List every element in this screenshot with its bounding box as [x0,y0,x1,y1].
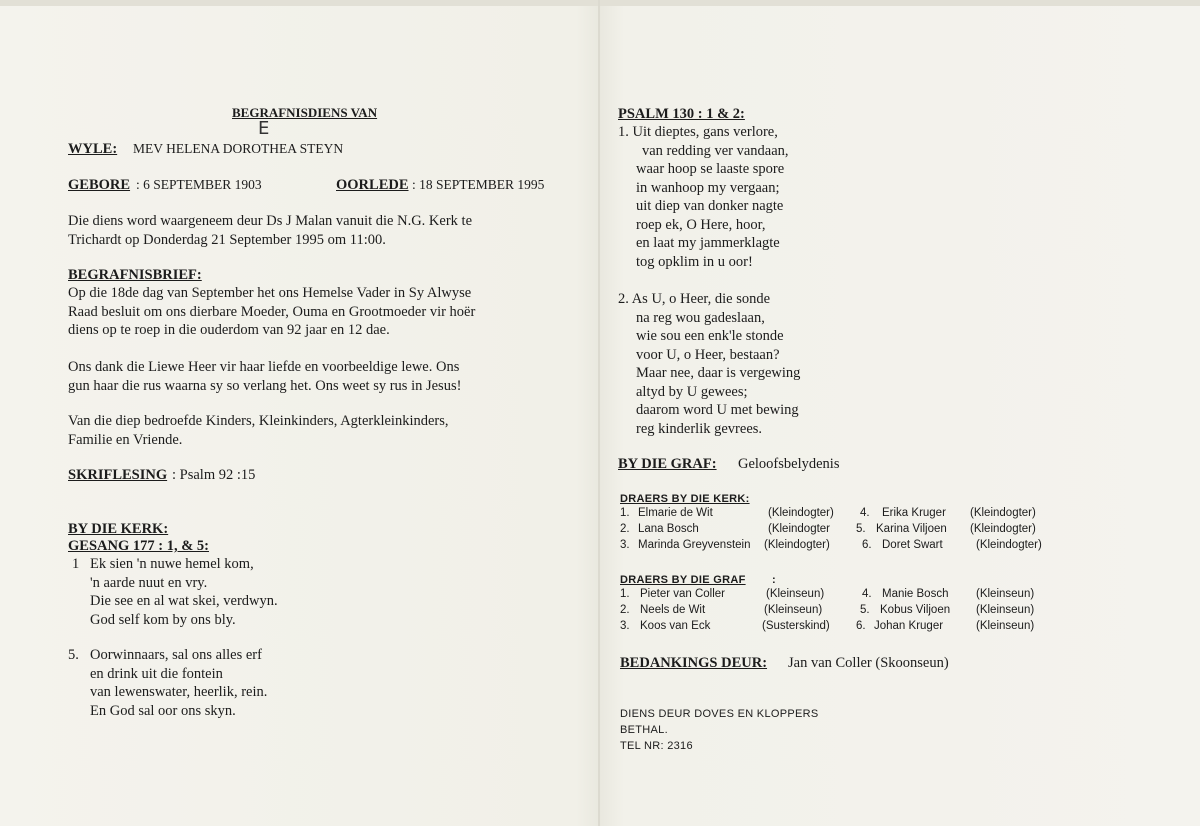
row-number: 3. [620,620,630,632]
thanks-line: gun haar die rus waarna sy so verlang het. Ons weet sy rus in Jesus! [68,377,462,394]
table-row [620,523,1060,539]
undertaker-line: TEL NR: 2316 [620,740,693,752]
hymn-line: van lewenswater, heerlik, rein. [90,684,268,700]
bearer-relation: (Kleindogter [768,523,831,535]
church-label: BY DIE KERK: [68,521,169,537]
row-number: 1. [620,588,630,600]
table-row [620,604,1060,620]
psalm-verse-2 [618,290,800,438]
center-fold [598,0,600,826]
bearer-name: Johan Kruger [874,620,944,632]
hymn-verse-number: 1 [72,556,80,572]
row-number: 4. [860,507,870,519]
hymn-line: Oorwinnaars, sal ons alles erf [90,647,262,663]
row-number: 3. [620,539,630,551]
hymn-label: GESANG 177 : 1, & 5: [68,538,209,554]
psalm-line: voor U, o Heer, bestaan? [636,346,780,363]
hymn-line: God self kom by ons bly. [90,611,236,628]
bearer-relation: (Kleinseun) [976,588,1035,600]
psalm-line: na reg wou gadeslaan, [636,309,765,326]
row-number: 4. [862,588,872,600]
hymn-line: 'n aarde nuut en vry. [90,574,208,591]
grave-label: BY DIE GRAF: [618,456,717,472]
psalm-line: van redding ver vandaan, [642,142,789,159]
deceased-name: MEV HELENA DOROTHEA STEYN [133,141,344,156]
table-row [620,620,1060,636]
bearer-name: Pieter van Coller [640,588,726,600]
bearers-grave-colon: : [772,574,776,586]
psalm-label: PSALM 130 : 1 & 2: [618,106,745,122]
service-line: Trichardt op Donderdag 21 September 1995 om 11:00. [68,231,386,248]
obituary-line: Raad besluit om ons dierbare Moeder, Ouma en Grootmoeder vir hoër [68,303,476,320]
scripture-text: : Psalm 92 :15 [172,467,256,483]
service-line: Die diens word waargeneem deur Ds J Malan vanuit die N.G. Kerk te [68,213,473,229]
died-label: OORLEDE [336,177,409,193]
grave-text: Geloofsbelydenis [738,456,840,472]
bearer-name: Karina Viljoen [876,523,947,535]
bearers-grave-table [620,588,1060,638]
wyle-label: WYLE: [68,141,118,157]
bearer-name: Manie Bosch [882,588,949,600]
born-label: GEBORE [68,177,131,193]
hymn-line: Die see en al wat skei, verdwyn. [90,593,278,609]
row-number: 1. [620,507,630,519]
handwritten-correction: E [258,118,270,139]
bearer-relation: (Kleindogter) [970,523,1036,535]
hymn-verse-5 [90,646,267,720]
paper-top-edge [0,0,1200,6]
undertaker-block [620,706,819,754]
row-number: 5. [860,604,870,616]
psalm-line: 1. Uit dieptes, gans verlore, [618,124,778,140]
obituary-line: diens op te roep in die ouderdom van 92 jaar en 12 dae. [68,322,390,338]
psalm-line: waar hoop se laaste spore [636,161,785,177]
bearer-name: Elmarie de Wit [638,507,713,519]
bearer-relation: (Kleinseun) [766,588,825,600]
bearer-relation: (Kleindogter) [970,507,1036,519]
hymn-line: En God sal oor ons skyn. [90,702,236,719]
psalm-line: Maar nee, daar is vergewing [636,365,801,381]
hymn-line: Ek sien 'n nuwe hemel kom, [90,556,254,572]
thanks-line: Ons dank die Liewe Heer vir haar liefde en voorbeeldige lewe. Ons [68,359,460,375]
thanks-by-text: Jan van Coller (Skoonseun) [788,655,949,671]
obituary-paragraph [68,284,475,340]
undertaker-line: DIENS DEUR DOVES EN KLOPPERS [620,708,819,720]
bearer-relation: (Kleinseun) [976,604,1035,616]
obituary-line: Op die 18de dag van September het ons Hemelse Vader in Sy Alwyse [68,285,472,301]
bearer-relation: (Kleindogter) [768,507,834,519]
bearer-name: Doret Swart [882,539,943,551]
psalm-line: daarom word U met bewing [636,402,799,418]
psalm-line: altyd by U gewees; [636,383,748,400]
thanks-by-label: BEDANKINGS DEUR: [620,655,768,671]
bearer-name: Marinda Greyvenstein [638,539,751,551]
service-paragraph [68,212,472,249]
bearer-name: Lana Bosch [638,523,699,535]
psalm-line: reg kinderlik gevrees. [636,420,763,437]
row-number: 2. [620,523,630,535]
table-row [620,507,1060,523]
hymn-verse-1 [90,555,278,629]
row-number: 6. [856,620,866,632]
psalm-verse-1 [618,123,789,271]
bearer-name: Koos van Eck [640,620,711,632]
died-date: : 18 SEPTEMBER 1995 [412,177,545,192]
bearers-grave-label: DRAERS BY DIE GRAF [620,574,746,586]
table-row [620,539,1060,555]
psalm-line: wie sou een enk'le stonde [636,328,784,344]
psalm-line: en laat my jammerklagte [636,235,780,251]
bearer-name: Kobus Viljoen [880,604,951,616]
row-number: 5. [856,523,866,535]
psalm-line: uit diep van donker nagte [636,198,784,214]
bearer-relation: (Kleindogter) [764,539,830,551]
bearer-relation: (Kleinseun) [976,620,1035,632]
scripture-label: SKRIFLESING [68,467,168,483]
family-paragraph [68,412,449,449]
row-number: 6. [862,539,872,551]
row-number: 2. [620,604,630,616]
family-line: Van die diep bedroefde Kinders, Kleinkinders, Agterkleinkinders, [68,413,449,429]
page-heading: BEGRAFNISDIENS VAN [232,105,378,120]
bearer-name: Erika Kruger [882,507,946,519]
hymn-line: en drink uit die fontein [90,665,223,682]
psalm-line: in wanhoop my vergaan; [636,179,780,196]
bearers-church-table [620,507,1060,557]
psalm-line: roep ek, O Here, hoor, [636,216,766,233]
undertaker-line: BETHAL. [620,724,668,736]
obituary-label: BEGRAFNISBRIEF: [68,267,202,283]
family-line: Familie en Vriende. [68,431,183,448]
thanks-paragraph [68,358,461,395]
hymn-verse-number: 5. [68,647,79,663]
psalm-line: tog opklim in u oor! [636,253,753,270]
bearer-relation: (Kleindogter) [976,539,1042,551]
bearer-relation: (Kleinseun) [764,604,823,616]
bearer-relation: (Susterskind) [762,620,830,632]
bearer-name: Neels de Wit [640,604,706,616]
born-date: : 6 SEPTEMBER 1903 [136,177,262,192]
table-row [620,588,1060,604]
psalm-line: 2. As U, o Heer, die sonde [618,291,771,307]
bearers-church-label: DRAERS BY DIE KERK: [620,493,750,505]
